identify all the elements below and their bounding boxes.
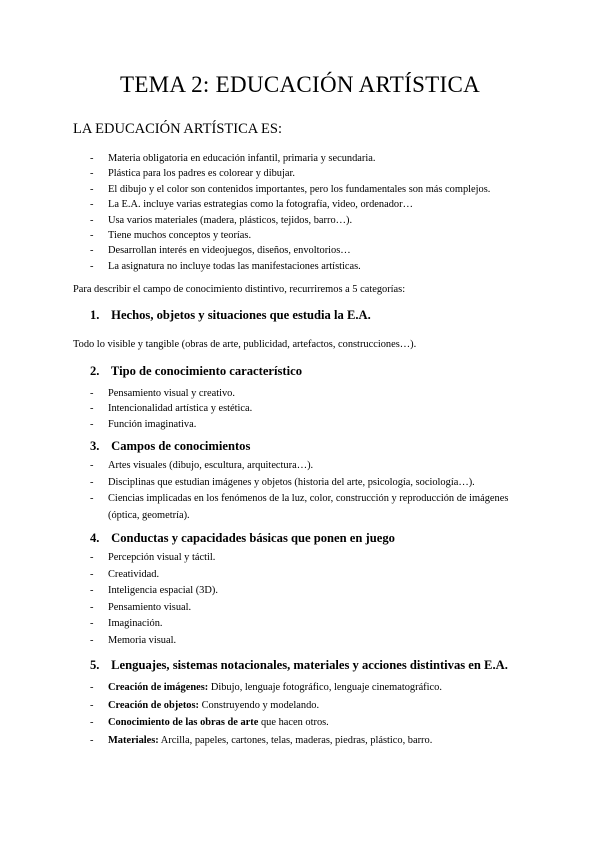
item-text: que hacen otros. xyxy=(258,717,329,729)
section-heading-text: Lenguajes, sistemas notacionales, materiales y acciones distintivas en E.A. xyxy=(111,658,508,672)
section-number: 3. xyxy=(90,439,100,453)
section-heading-2 xyxy=(90,364,302,379)
list-item: - Pensamiento visual y creativo. xyxy=(90,386,252,401)
intro-list xyxy=(90,151,490,274)
list-item: - Disciplinas que estudian imágenes y objetos (historia del arte, psicología, sociología…). xyxy=(90,475,518,492)
list-item: - Función imaginativa. xyxy=(90,417,252,432)
section-heading-text: Campos de conocimientos xyxy=(111,439,251,453)
item-text: Dibujo, lenguaje fotográfico, lenguaje cinematográfico. xyxy=(208,682,442,693)
list-item: - Usa varios materiales (madera, plásticos, tejidos, barro…). xyxy=(90,213,490,228)
list-item xyxy=(90,714,442,732)
list-item: - Ciencias implicadas en los fenómenos de la luz, color, construcción y reproducción de imágenes (óptica, geometría). xyxy=(90,491,518,524)
section-number: 1. xyxy=(90,308,100,322)
list-item: - Pensamiento visual. xyxy=(90,600,218,617)
section-2-list xyxy=(90,386,252,432)
item-bold-label: Materiales: xyxy=(108,734,159,746)
item-bold-label: Conocimiento de las obras de arte xyxy=(108,717,259,729)
list-item xyxy=(90,697,442,715)
list-item: - Percepción visual y táctil. xyxy=(90,550,218,567)
categories-paragraph: Para describir el campo de conocimiento distintivo, recurriremos a 5 categorías: xyxy=(73,284,406,295)
list-item xyxy=(90,679,442,697)
section-heading-text: Conductas y capacidades básicas que ponen en juego xyxy=(111,531,395,545)
section-5-list xyxy=(90,679,442,749)
section-4-list xyxy=(90,550,218,650)
list-item xyxy=(90,732,442,750)
list-item: - La E.A. incluye varias estrategias como la fotografía, video, ordenador… xyxy=(90,197,490,212)
list-item: - Imaginación. xyxy=(90,616,218,633)
list-item: - Plástica para los padres es colorear y dibujar. xyxy=(90,166,490,181)
list-item: - Tiene muchos conceptos y teorías. xyxy=(90,228,490,243)
section-heading-5 xyxy=(90,658,508,673)
section-3-list xyxy=(90,458,518,524)
item-bold-label: Creación de objetos: xyxy=(108,699,199,711)
section-number: 2. xyxy=(90,364,100,378)
list-item: - Creatividad. xyxy=(90,567,218,584)
list-item: - El dibujo y el color son contenidos importantes, pero los fundamentales son más complejos. xyxy=(90,182,490,197)
section-number: 5. xyxy=(90,658,100,672)
section-number: 4. xyxy=(90,531,100,545)
item-text: Arcilla, papeles, cartones, telas, maderas, piedras, plástico, barro. xyxy=(158,734,433,746)
list-item: - Memoria visual. xyxy=(90,633,218,650)
section-heading-3 xyxy=(90,439,250,454)
list-item: - La asignatura no incluye todas las manifestaciones artísticas. xyxy=(90,259,490,274)
item-bold-label: Creación de imágenes: xyxy=(108,682,209,693)
item-text: Construyendo y modelando. xyxy=(199,699,320,711)
section-heading-1 xyxy=(90,308,371,323)
section-subtitle: LA EDUCACIÓN ARTÍSTICA ES: xyxy=(73,121,282,137)
list-item: - Desarrollan interés en videojuegos, diseños, envoltorios… xyxy=(90,243,490,258)
list-item: - Intencionalidad artística y estética. xyxy=(90,401,252,416)
section-heading-text: Tipo de conocimiento característico xyxy=(110,364,302,378)
section-heading-4 xyxy=(90,531,395,546)
document-title: TEMA 2: EDUCACIÓN ARTÍSTICA xyxy=(119,72,481,97)
list-item: - Inteligencia espacial (3D). xyxy=(90,583,218,600)
list-item: - Materia obligatoria en educación infantil, primaria y secundaria. xyxy=(90,151,490,166)
section-heading-text: Hechos, objetos y situaciones que estudia la E.A. xyxy=(111,308,371,322)
list-item: - Artes visuales (dibujo, escultura, arquitectura…). xyxy=(90,458,518,475)
section-1-text: Todo lo visible y tangible (obras de arte, publicidad, artefactos, construcciones…). xyxy=(73,339,417,350)
